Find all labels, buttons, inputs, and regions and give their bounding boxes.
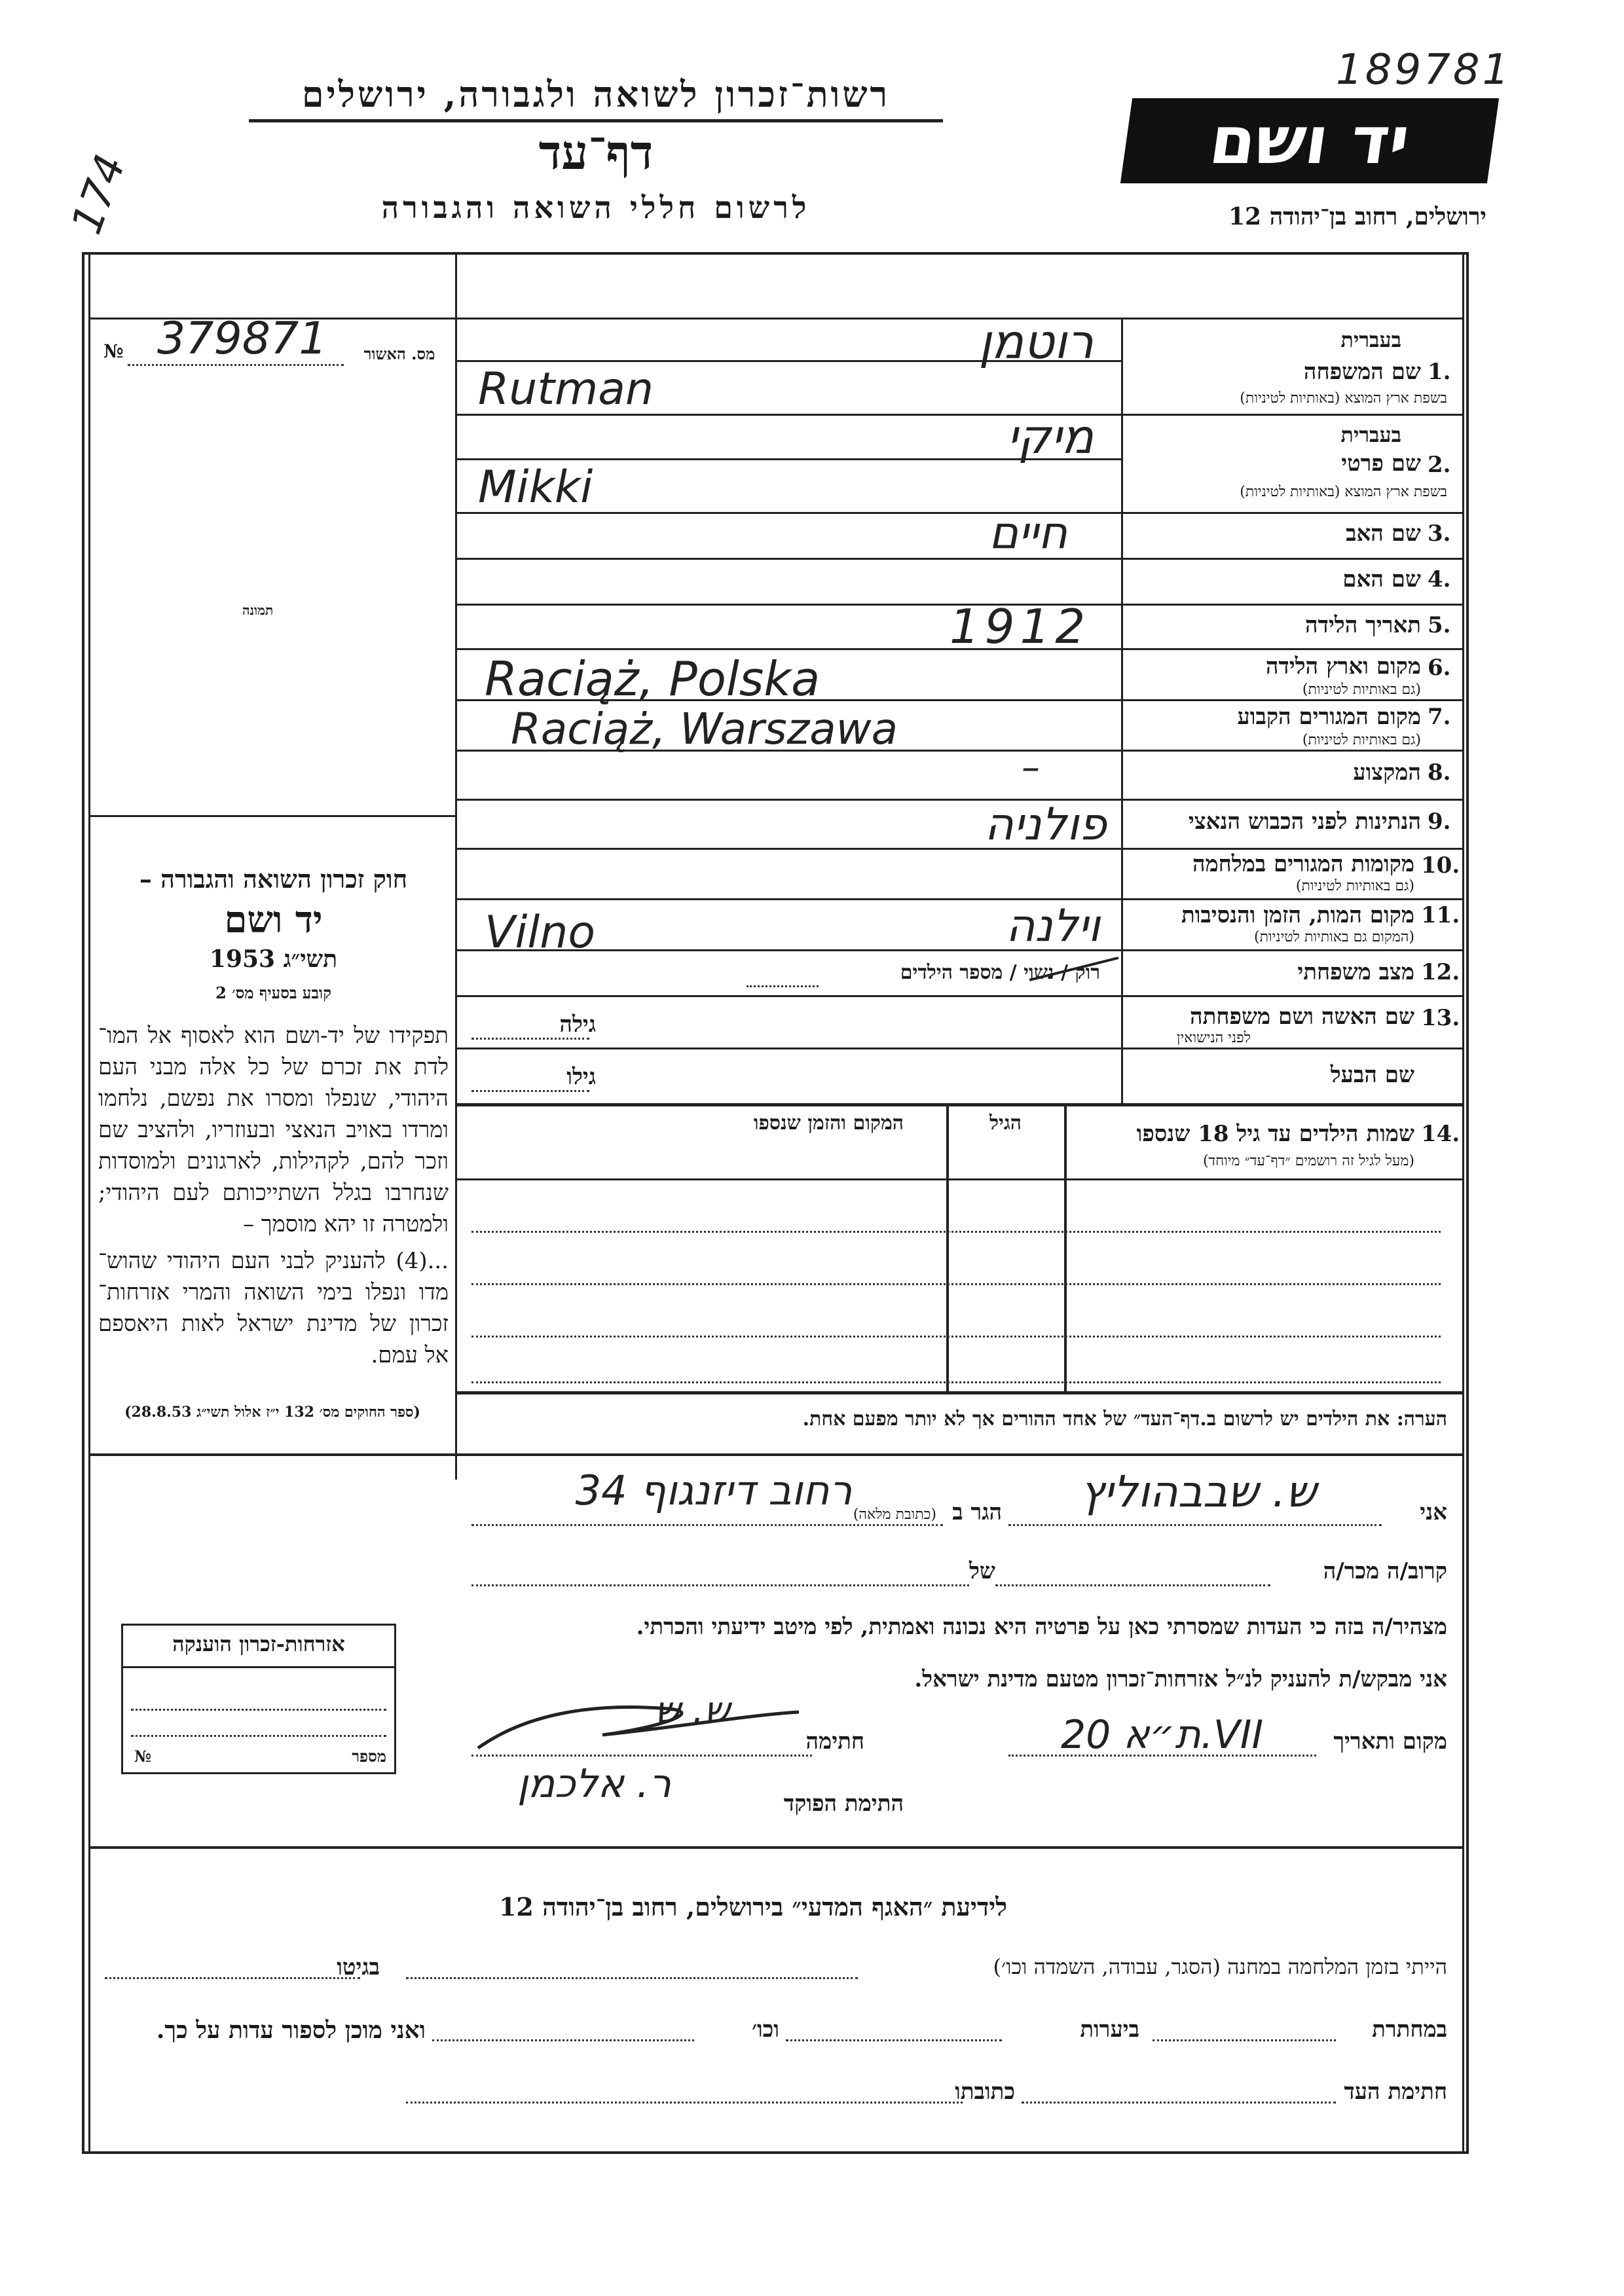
row-line: [455, 1103, 1462, 1106]
note-text: הערה: את הילדים יש לרשום ב.דף־העד״ של אחד ההורים אך לא יותר מפעם אחת.: [802, 1408, 1447, 1430]
field-5-number: 5.: [1428, 612, 1451, 638]
witness-address-line: [471, 1524, 943, 1526]
footer-signature-line: [1022, 2102, 1336, 2104]
registration-label: מס. האשור: [363, 344, 435, 363]
witness-i-label: אני: [1420, 1499, 1447, 1525]
margin-note: 174: [62, 148, 136, 241]
logo-text: יד ושם: [1205, 102, 1414, 179]
witness-lives-label: הגר ב: [952, 1499, 1002, 1525]
field-13-label: שם האשה ושם משפחתה: [1190, 1004, 1414, 1030]
field-10-label: מקומות המגורים במלחמה: [1192, 851, 1414, 877]
signature-label: חתימה: [805, 1728, 864, 1755]
children-col-place: המקום והזמן שנספו: [753, 1112, 904, 1135]
field-3-number: 3.: [1428, 520, 1451, 547]
field-12-marital-options: רוק / נשוי / מספר הילדים: [900, 961, 1100, 984]
field-2-value-hebrew[interactable]: מיקי: [1006, 409, 1094, 464]
footer-forests-line: [786, 2039, 1002, 2041]
place-date-value[interactable]: ת״א 20.VII: [1061, 1712, 1264, 1758]
children-row-line: [471, 1381, 1441, 1383]
field-8-label: המקצוע: [1353, 759, 1421, 786]
signature-scribble: [471, 1689, 812, 1761]
archive-number: 189781: [1336, 46, 1512, 94]
field-5-value[interactable]: 1912: [950, 599, 1091, 654]
photo-bottom-line: [88, 815, 455, 817]
witness-address[interactable]: רחוב דיזנגוף 34: [575, 1467, 853, 1514]
form-title: דף־עד: [538, 124, 654, 180]
field-4-number: 4.: [1428, 566, 1451, 592]
law-title: חוק זכרון השואה והגבורה –: [139, 864, 408, 894]
husband-label: שם הבעל: [1330, 1062, 1414, 1088]
field-12-label: מצב משפחתי: [1297, 959, 1414, 985]
footer-title: לידיעת ״האגף המדעי״ בירושלים, רחוב בן־יהודה 12: [498, 1892, 1008, 1922]
law-citation: (ספר החוקים מס׳ 132 י״ז אלול תשי״ג 28.8.53): [124, 1404, 420, 1421]
field-1-hebrew-tag: בעברית: [1340, 327, 1401, 352]
law-clause: קובע בסעיף מס׳ 2: [215, 983, 331, 1002]
field-6-value[interactable]: Raciąż, Polska: [485, 651, 821, 706]
field-13-sublabel: לפני הנישואין: [1176, 1030, 1251, 1046]
witness-relative-line: [995, 1584, 1270, 1586]
signature-stroke: [478, 1707, 799, 1749]
field-11-value-latin[interactable]: Vilno: [485, 907, 596, 958]
field-8-value[interactable]: –: [1022, 746, 1040, 789]
husband-age-label: גילו: [566, 1064, 596, 1090]
law-text: תפקידו של יד-ושם הוא לאסוף אל המו־ לדת את זכרם של כל אלה מבני העם היהודי, שנפלו ומסרו את נפשם, נלחמו ומרדו באויב הנאצי ובעוזריו, ולהציב שם וזכר להם, לקהילות, לארגונים ולמוסדות שנחרבו בגלל השתייכותם לעם היהודי; ולמטרה זו יהא מוסמך –: [98, 1023, 449, 1237]
husband-age-line: [471, 1090, 589, 1092]
footer-signature-label: חתימת העד: [1344, 2079, 1447, 2105]
top-strip-divider: [455, 252, 457, 318]
note-bottom-line: [88, 1453, 1462, 1456]
witness-name[interactable]: ש. שבבהוליץ: [1080, 1467, 1317, 1517]
witness-signature[interactable]: ש. ש: [655, 1689, 730, 1732]
field-12-children-line: [747, 985, 819, 987]
field-7-number: 7.: [1428, 704, 1451, 730]
citizenship-box-no: №: [134, 1747, 152, 1766]
children-col-divider: [1064, 1103, 1067, 1391]
field-2-label: שם פרטי: [1341, 450, 1421, 477]
footer-address-label: כתובתו: [955, 2079, 1015, 2105]
field-6-label: מקום וארץ הלידה: [1265, 653, 1421, 680]
footer-address-line: [406, 2102, 963, 2104]
field-6-number: 6.: [1428, 655, 1451, 681]
field-1-number: 1.: [1428, 359, 1451, 385]
label-column-divider: [1121, 318, 1123, 1103]
field-11-value-hebrew[interactable]: וילנה: [1005, 900, 1100, 952]
citizenship-box-row: [131, 1709, 386, 1711]
footer-camp-label: הייתי בזמן המלחמה במחנה (הסגר, עבודה, השמדה וכו׳): [993, 1954, 1447, 1979]
yad-vashem-logo: [1120, 98, 1499, 183]
field-2-value-latin[interactable]: Mikki: [478, 462, 593, 513]
witness-name-line: [1008, 1524, 1382, 1526]
citizenship-box-line: [121, 1666, 396, 1668]
children-row-line: [471, 1336, 1441, 1338]
registration-number: 379871: [157, 313, 327, 365]
field-2-number: 2.: [1428, 452, 1451, 478]
field-7-label: מקום המגורים הקבוע: [1237, 704, 1421, 730]
footer-forests-label: ביערות: [1080, 2016, 1139, 2043]
field-13-age-label: גילה: [559, 1011, 596, 1038]
law-block: [98, 864, 449, 1371]
children-row-line: [471, 1283, 1441, 1285]
official-label: התימת הפוקד: [783, 1791, 904, 1817]
citizenship-box-number-label: מספר: [352, 1747, 386, 1766]
field-13-age-line: [471, 1038, 589, 1040]
field-9-label: הנתינות לפני הכבוש הנאצי: [1188, 809, 1421, 835]
form-subtitle: לרשום חללי השואה והגבורה: [381, 190, 811, 225]
field-11-number: 11.: [1421, 902, 1460, 928]
field-13-number: 13.: [1421, 1005, 1460, 1031]
field-11-label: מקום המות, הזמן והנסיבות: [1181, 902, 1414, 928]
field-9-number: 9.: [1428, 809, 1451, 835]
field-1-sublabel: בשפת ארץ המוצא (באותיות לטיניות): [1240, 390, 1447, 407]
authority-title: רשות־זכרון לשואה ולגבורה, ירושלים: [301, 73, 891, 115]
field-6-sublabel: (גם באותיות לטיניות): [1302, 682, 1421, 698]
witness-address-hint: (כתובת מלאה): [853, 1506, 936, 1523]
field-10-sublabel: (גם באותיות לטיניות): [1295, 878, 1414, 894]
footer-willing-text: ואני מוכן לספור עדות על כך.: [156, 2016, 426, 2044]
field-7-sublabel: (גם באותיות לטיניות): [1302, 732, 1421, 748]
children-col-divider: [946, 1103, 949, 1391]
field-2-hebrew-tag: בעברית: [1340, 422, 1401, 447]
photo-label: תמונה: [242, 602, 274, 618]
children-col-age: הגיל: [989, 1112, 1022, 1135]
law-name: יד ושם: [224, 898, 323, 941]
field-3-value[interactable]: חיים: [989, 507, 1067, 559]
field-1-value-latin[interactable]: Rutman: [478, 363, 654, 415]
citizenship-box-title: אזרחות-זכרון הוענקה: [172, 1631, 345, 1656]
footer-underground-label: במחתרת: [1372, 2016, 1447, 2043]
children-header-line: [455, 1178, 1462, 1180]
witness-request: אני מבקש/ת להעניק לנ״ל אזרחות־זכרון מטעם מדינת ישראל.: [914, 1666, 1447, 1692]
registration-no-label: №: [103, 340, 124, 362]
field-7-value[interactable]: Raciąż, Warszawa: [511, 704, 898, 754]
frame-left-inner: [88, 252, 90, 2154]
witness-relative-label: קרוב/ה מכר/ה: [1323, 1558, 1447, 1584]
field-9-value[interactable]: פולניה: [984, 799, 1107, 850]
footer-underground-line: [1153, 2039, 1336, 2041]
law-year: תשי״ג 1953: [209, 945, 338, 973]
footer-etc-label: וכו׳: [752, 2016, 779, 2043]
row-line: [455, 1048, 1462, 1049]
witness-bottom-line: [88, 1846, 1462, 1849]
field-10-number: 10.: [1421, 852, 1460, 879]
witness-of-line: [471, 1584, 969, 1586]
field-5-label: תאריך הלידה: [1304, 612, 1421, 638]
frame-right-inner: [1462, 252, 1464, 2154]
footer-etc-line: [432, 2039, 694, 2041]
law-text-2: ...(4) להעניק לבני העם היהודי שהוש־ מדו ונפלו בימי השואה והמרי אזרחות־ זכרון של מדינת ישראל לאות היאספם אל עמם.: [98, 1248, 449, 1368]
footer-ghetto-line: [105, 1977, 360, 1979]
field-3-label: שם האב: [1346, 520, 1421, 547]
field-4-label: שם האם: [1342, 566, 1421, 592]
field-2-sublabel: בשפת ארץ המוצא (באותיות לטיניות): [1240, 484, 1447, 500]
footer-camp-line: [406, 1977, 858, 1979]
authority-underline: [249, 119, 943, 122]
place-date-label: מקום ותאריך: [1333, 1728, 1447, 1755]
official-signature: ר. אלכמן: [517, 1761, 672, 1807]
children-sublabel: (מעל לגיל זה רושמים ״דף־עד״ מיוחד): [1202, 1153, 1414, 1169]
witness-declaration: מצהיר/ה בזה כי העדות שמסרתי כאן על פרטיה היא נכונה ואמתית, לפי מיטב ידיעתי והכרתי.: [636, 1614, 1447, 1640]
field-8-number: 8.: [1428, 759, 1451, 786]
header-address: ירושלים, רחוב בן־יהודה 12: [1228, 203, 1486, 230]
children-label: שמות הילדים עד גיל 18 שנספו: [1136, 1121, 1414, 1147]
field-1-value-hebrew[interactable]: רוטמן: [978, 314, 1094, 369]
field-12-number: 12.: [1421, 959, 1460, 985]
row-line: [455, 995, 1462, 997]
field-1-label: שם המשפחה: [1303, 359, 1421, 385]
children-row-line: [471, 1231, 1441, 1233]
footer-ghetto-label: בגיטו: [337, 1954, 380, 1980]
children-number: 14.: [1421, 1121, 1460, 1147]
children-bottom-line: [455, 1391, 1462, 1394]
citizenship-box-row: [131, 1735, 386, 1737]
witness-of-label: של: [969, 1558, 995, 1584]
field-11-sublabel: (המקום גם באותיות לטיניות): [1254, 929, 1414, 945]
